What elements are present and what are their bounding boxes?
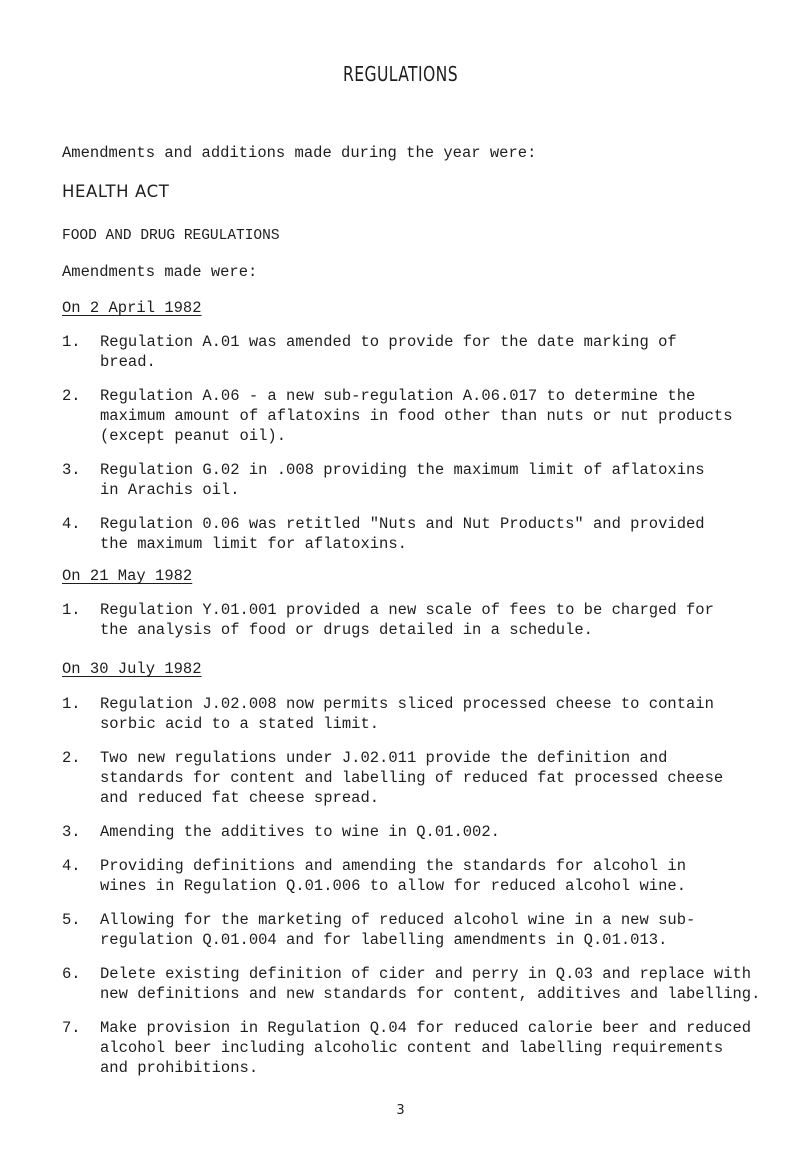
intro-text: Amendments and additions made during the year were: [62,144,537,162]
list-item [62,386,782,446]
item-number: 6. [62,965,81,983]
act-heading: HEALTH ACT [62,182,170,201]
amendments-intro: Amendments made were: [62,263,258,281]
item-number: 3. [62,461,81,479]
item-text: Regulation G.02 in .008 providing the maximum limit of aflatoxins in Arachis oil. [100,461,705,499]
item-number: 7. [62,1019,81,1037]
item-number: 1. [62,601,81,619]
list-item [62,964,782,1004]
item-number: 2. [62,387,81,405]
list-item [62,600,782,640]
page-number: 3 [396,1103,405,1118]
item-text: Delete existing definition of cider and perry in Q.03 and replace with new definitions and new standards for content, additives and labelling. [100,965,761,1003]
list-item [62,748,782,808]
page-title: REGULATIONS [342,62,458,86]
date-heading-may: On 21 May 1982 [62,567,193,585]
list-item [62,910,782,950]
list-item [62,514,782,554]
item-text: Regulation Y.01.001 provided a new scale of fees to be charged for the analysis of food or drugs detailed in a schedule. [100,601,714,639]
list-item [62,694,782,734]
item-number: 2. [62,749,81,767]
item-number: 1. [62,333,81,351]
item-text: Regulation 0.06 was retitled "Nuts and Nut Products" and provided the maximum limit for aflatoxins. [100,515,705,553]
item-text: Providing definitions and amending the standards for alcohol in wines in Regulation Q.01.006 to allow for reduced alcohol wine. [100,857,686,895]
item-text: Two new regulations under J.02.011 provide the definition and standards for content and labelling of reduced fat processed cheese and reduced fat cheese spread. [100,749,724,807]
list-item [62,460,782,500]
list-item [62,332,782,372]
item-text: Regulation J.02.008 now permits sliced processed cheese to contain sorbic acid to a stated limit. [100,695,714,733]
subsection-heading: FOOD AND DRUG REGULATIONS [62,228,280,244]
date-heading-july: On 30 July 1982 [62,660,202,678]
item-text: Allowing for the marketing of reduced alcohol wine in a new sub- regulation Q.01.004 and for labelling amendments in Q.01.013. [100,911,696,949]
item-number: 5. [62,911,81,929]
list-item [62,1018,782,1078]
list-item [62,856,782,896]
item-number: 4. [62,515,81,533]
item-text: Regulation A.06 - a new sub-regulation A.06.017 to determine the maximum amount of aflatoxins in food other than nuts or nut products (except peanut oil). [100,387,733,445]
list-item [62,822,782,842]
date-heading-april: On 2 April 1982 [62,299,202,317]
item-number: 4. [62,857,81,875]
item-number: 3. [62,823,81,841]
item-number: 1. [62,695,81,713]
item-text: Amending the additives to wine in Q.01.002. [100,823,500,841]
item-text: Make provision in Regulation Q.04 for reduced calorie beer and reduced alcohol beer including alcoholic content and labelling requirements and prohibitions. [100,1019,752,1077]
item-text: Regulation A.01 was amended to provide for the date marking of bread. [100,333,677,371]
